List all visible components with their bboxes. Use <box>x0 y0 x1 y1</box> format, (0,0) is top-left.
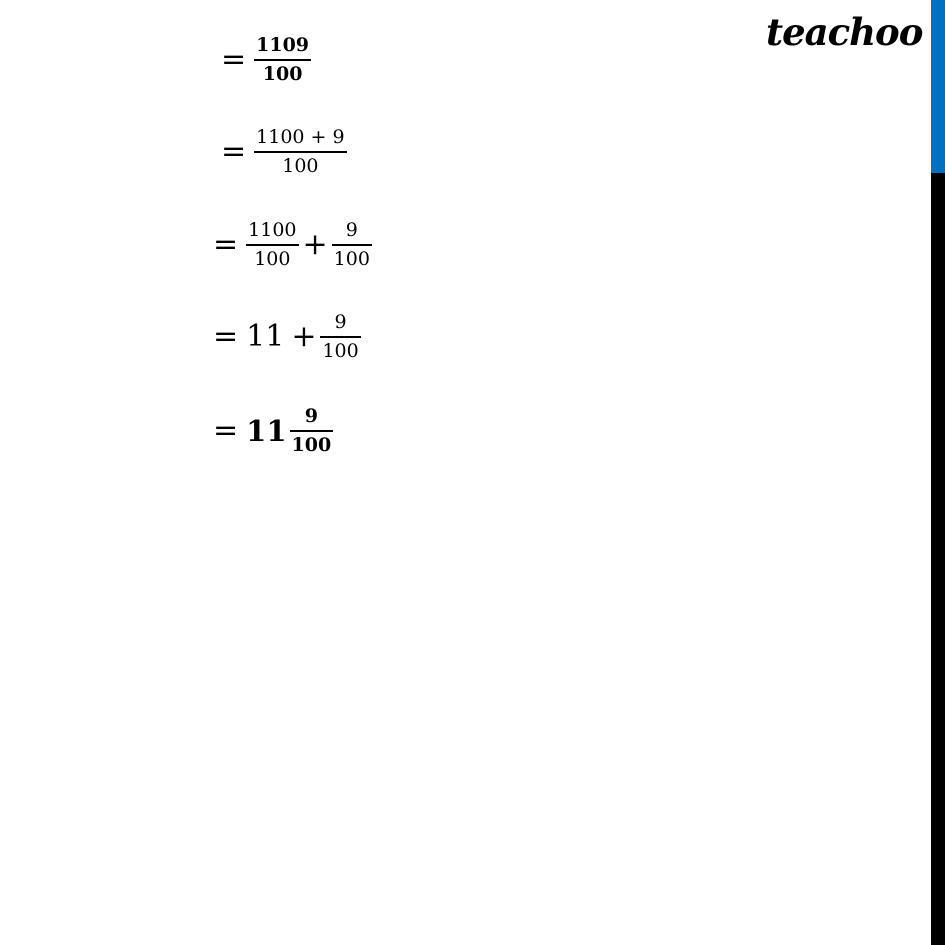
denominator: 100 <box>333 247 370 270</box>
step-5-answer <box>213 401 333 461</box>
fraction <box>320 312 360 361</box>
numerator: 1100 + 9 <box>256 126 345 149</box>
whole-number: 11 <box>246 413 287 448</box>
sidebar-accent-blue <box>931 0 945 173</box>
fraction <box>254 35 311 84</box>
teachoo-logo: teachoo <box>766 10 923 54</box>
equals-sign: = <box>221 42 247 77</box>
equals-sign: = <box>213 319 239 354</box>
fraction <box>290 406 334 455</box>
denominator: 100 <box>254 247 291 270</box>
step-1 <box>221 30 311 90</box>
denominator: 100 <box>291 433 332 456</box>
numerator: 9 <box>334 311 347 334</box>
denominator: 100 <box>282 154 319 177</box>
plus-sign: + <box>302 227 328 262</box>
numerator: 9 <box>304 405 318 428</box>
numerator: 1100 <box>248 219 297 242</box>
equals-sign: = <box>213 413 239 448</box>
step-2 <box>221 122 347 182</box>
plus-sign: + <box>291 319 317 354</box>
whole-number: 11 <box>246 319 285 354</box>
sidebar-accent-black <box>931 173 945 945</box>
step-4 <box>213 307 361 367</box>
numerator: 9 <box>345 219 358 242</box>
equals-sign: = <box>213 227 239 262</box>
fraction <box>254 127 346 176</box>
denominator: 100 <box>262 62 303 85</box>
fraction-second <box>332 220 372 269</box>
fraction-first <box>246 220 298 269</box>
denominator: 100 <box>322 339 359 362</box>
equals-sign: = <box>221 134 247 169</box>
numerator: 1109 <box>256 34 310 57</box>
step-3 <box>213 215 372 275</box>
